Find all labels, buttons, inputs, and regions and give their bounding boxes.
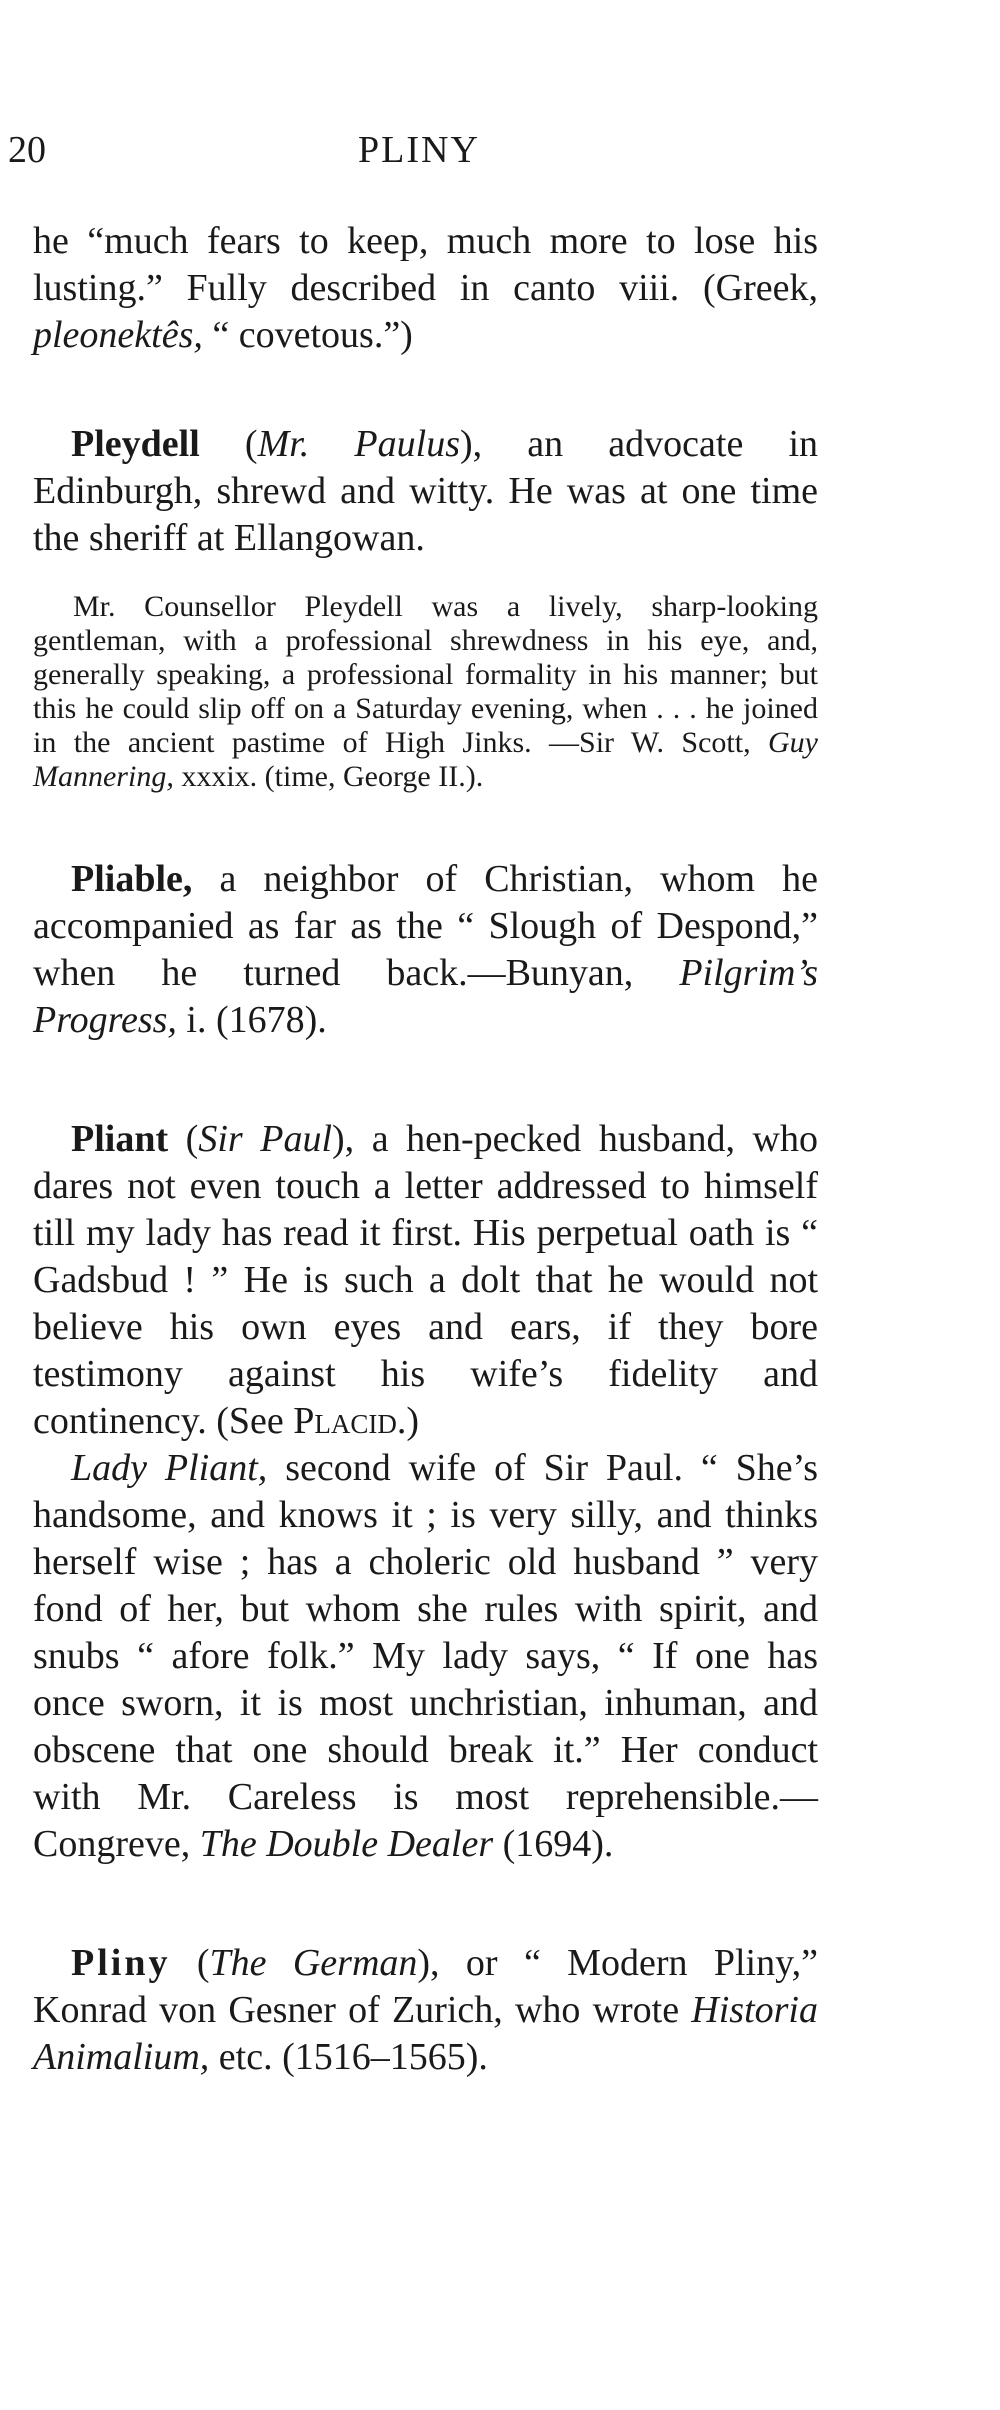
pleydell-quote-work: Guy Mannering, <box>33 726 818 793</box>
lady-pliant-definition: second wife of Sir Paul. “ She’s handsome, and knows it ; is very silly, and thinks herself wise ; has a choleric old husband ” very fond of her, but whom she rules with spirit, and snubs “ afore folk.” My lady says, “ If one has once sworn, it is most unchristian, inhuman, and obscene that one should break it.” Her conduct with Mr. Careless is most reprehensible.—Congreve, <box>33 1447 818 1865</box>
headword-pliable: Pliable, <box>71 858 193 900</box>
pliable-work: Pilgrim’s Progress, <box>33 952 818 1041</box>
entry-continuation <box>33 218 818 359</box>
headword-pliny: Pliny <box>71 1942 171 1984</box>
pliny-paren: ( <box>170 1942 210 1984</box>
entry-pleydell <box>33 421 818 562</box>
lady-pliant-tail: (1694). <box>493 1823 614 1865</box>
headword-pliant: Pliant <box>71 1118 169 1160</box>
pliant-see-reference: Placid <box>293 1400 397 1442</box>
pleydell-paren: ( <box>199 423 258 465</box>
page-header <box>8 128 808 178</box>
pleydell-quote-tail: xxxix. (time, George II.). <box>173 760 484 793</box>
pleydell-quotation <box>33 590 818 794</box>
pliable-tail: i. (1678). <box>176 999 327 1041</box>
pleydell-definition: ), an advocate in Edinburgh, shrewd and witty. He was at one time the sheriff at Ellangowan. <box>33 423 819 559</box>
pliny-tail: etc. (1516–1565). <box>209 2036 488 2078</box>
text-column <box>33 218 818 2081</box>
pliant-paren: ( <box>168 1118 199 1160</box>
pliant-given-name: Sir Paul <box>198 1118 333 1160</box>
page-number: 20 <box>8 129 46 171</box>
pliny-epithet: The German <box>209 1942 418 1984</box>
entry-lady-pliant <box>33 1445 818 1868</box>
continuation-tail: “ covetous.”) <box>202 314 413 356</box>
entry-pliny <box>33 1940 818 2081</box>
pliant-definition: ), a hen-pecked husband, who dares not even touch a letter addressed to himself till my lady has read it first. His perpetual oath is “ Gadsbud ! ” He is such a dolt that he would not believe his own eyes and ears, if they bore testimony against his wife’s fidelity and continency. (See <box>33 1118 818 1442</box>
pliny-work: Historia Animalium, <box>33 1989 818 2078</box>
continuation-greek-term: pleonektês, <box>33 314 203 356</box>
pliant-see-tail: .) <box>396 1400 420 1442</box>
pleydell-given-name: Mr. Paulus <box>257 423 460 465</box>
continuation-text: he “much fears to keep, much more to lose his lusting.” Fully described in canto viii. (Greek, <box>33 220 818 309</box>
entry-pliant <box>33 1116 818 1445</box>
running-head: PLINY <box>358 129 480 171</box>
pliny-definition: ), or “ Modern Pliny,” Konrad von Gesner of Zurich, who wrote <box>33 1942 818 2031</box>
headword-pleydell: Pleydell <box>71 423 200 465</box>
pleydell-quote-text: Mr. Counsellor Pleydell was a lively, sharp-looking gentleman, with a professional shrewdness in his eye, and, generally speaking, a professional formality in his manner; but this he could slip off on a Saturday evening, when . . . he joined in the ancient pastime of High Jinks. —Sir W. Scott, <box>33 590 818 759</box>
lady-pliant-name: Lady Pliant, <box>71 1447 268 1489</box>
pliable-definition: a neighbor of Christian, whom he accompanied as far as the “ Slough of Despond,” when he turned back.—Bunyan, <box>33 858 818 994</box>
entry-pliable <box>33 856 818 1044</box>
lady-pliant-work: The Double Dealer <box>199 1823 494 1865</box>
